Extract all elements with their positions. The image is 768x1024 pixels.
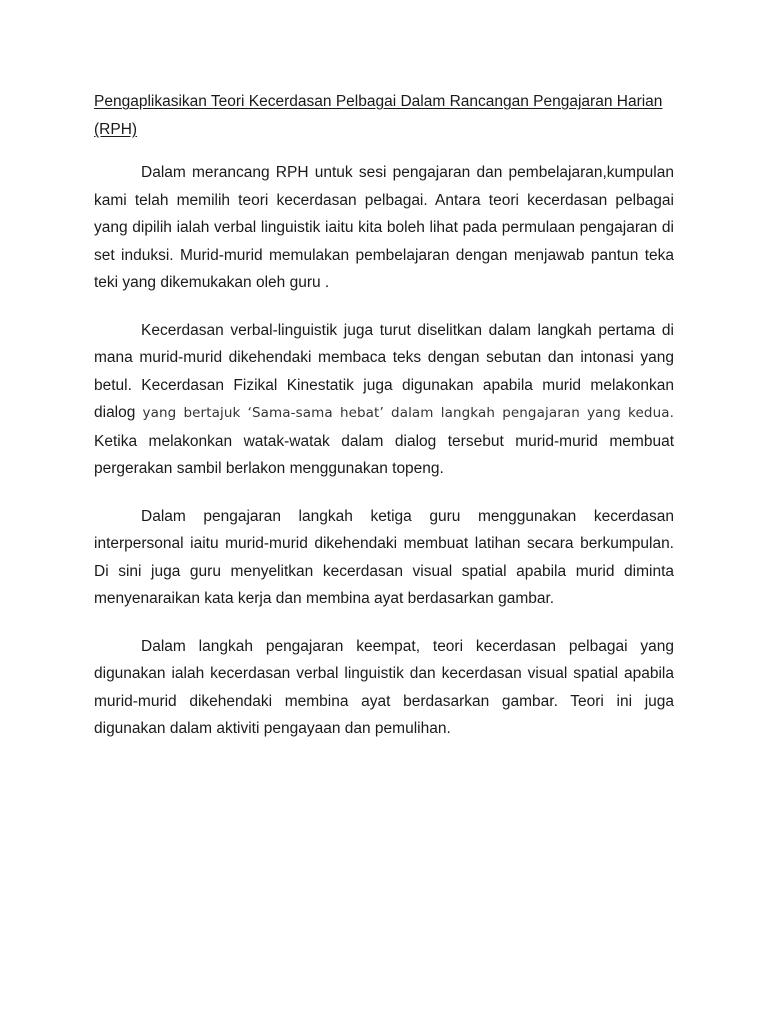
document-title: Pengaplikasikan Teori Kecerdasan Pelbagai Dalam Rancangan Pengajaran Harian (RPH) [94,93,663,138]
paragraph-2-part-3: Ketika melakonkan watak-watak dalam dialog tersebut murid-murid membuat pergerakan sambil berlakon menggunakan topeng. [94,432,674,477]
paragraph-2-dialog-phrase: yang bertajuk ‘Sama-sama hebat’ dalam langkah pengajaran yang kedua. [142,405,674,421]
paragraph-2-part-1: Kecerdasan verbal-linguistik juga turut diselitkan dalam langkah pertama di mana murid-murid dikehendaki membaca teks dengan sebutan dan intonasi yang betul. Kecerdasan Fizikal Kinestatik juga digunakan apabila murid melakonkan dialog [94,321,674,421]
document-body [94,88,674,743]
paragraph-3: Dalam pengajaran langkah ketiga guru menggunakan kecerdasan interpersonal iaitu murid-murid dikehendaki membuat latihan secara berkumpulan. Di sini juga guru menyelitkan kecerdasan visual spatial apabila murid diminta menyenaraikan kata kerja dan membina ayat berdasarkan gambar. [94,507,674,607]
paragraph-4: Dalam langkah pengajaran keempat, teori kecerdasan pelbagai yang digunakan ialah kecerdasan verbal linguistik dan kecerdasan visual spatial apabila murid-murid dikehendaki membina ayat berdasarkan gambar. Teori ini juga digunakan dalam aktiviti pengayaan dan pemulihan. [94,637,674,737]
paragraph-2 [94,317,674,483]
paragraph-1: Dalam merancang RPH untuk sesi pengajaran dan pembelajaran,kumpulan kami telah memilih teori kecerdasan pelbagai. Antara teori kecerdasan pelbagai yang dipilih ialah verbal linguistik iaitu kita boleh lihat pada permulaan pengajaran di set induksi. Murid-murid memulakan pembelajaran dengan menjawab pantun teka teki yang dikemukakan oleh guru . [94,164,674,291]
